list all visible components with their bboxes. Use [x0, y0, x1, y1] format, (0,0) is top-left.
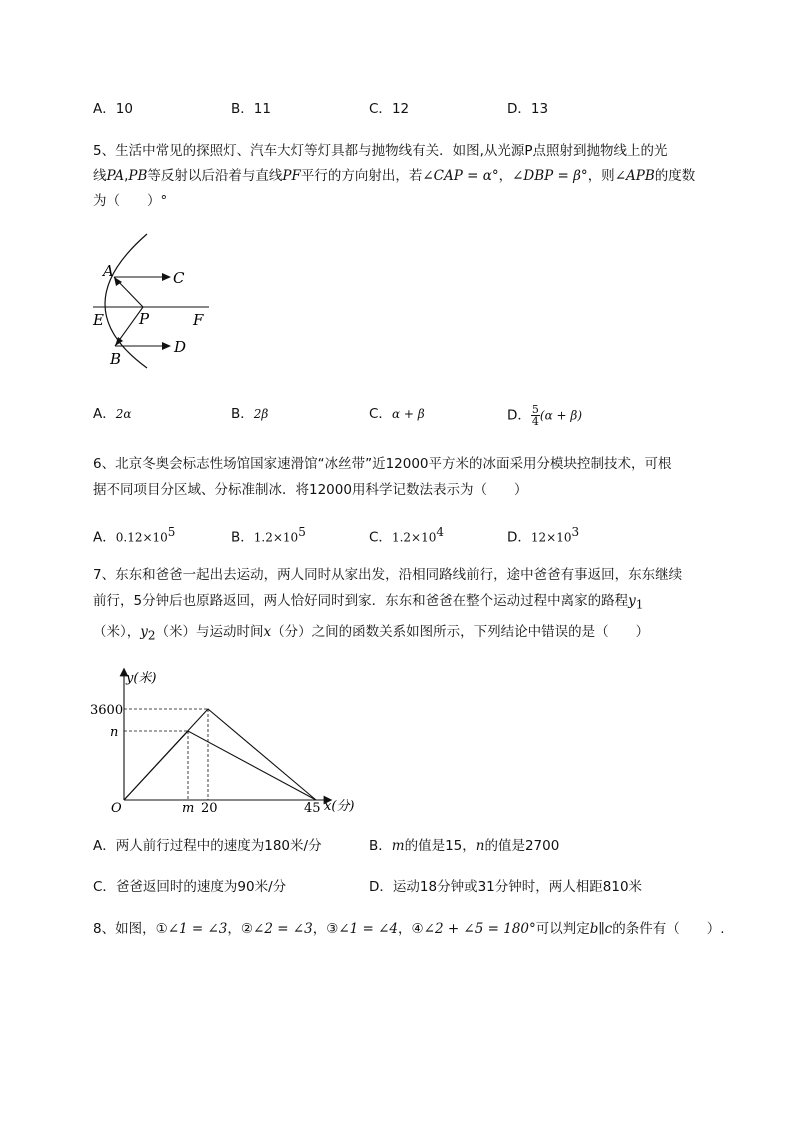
label-e: E — [93, 311, 104, 329]
q7-option-b: B．m的值是15，n的值是2700 — [369, 838, 560, 854]
q5-option-a: A．2α — [93, 406, 132, 422]
q4-option-d: D．13 — [507, 101, 549, 117]
dongdong-line — [124, 709, 316, 800]
q8-stem: 8、如图，①∠1 = ∠3，②∠2 = ∠3，③∠1 = ∠4，④∠2 + ∠5 = 180°可以判定b∥c的条件有（ ）. — [93, 921, 725, 937]
dad-line — [124, 731, 316, 800]
q7-option-d: D．运动18分钟或31分钟时，两人相距810米 — [369, 879, 643, 895]
y-tick-3600: 3600 — [90, 703, 124, 718]
label-d: D — [174, 338, 187, 356]
q5-stem-line-2: 线PA,PB等反射以后沿着与直线PF平行的方向射出，若∠CAP = α°，∠DBP = β°，则∠APB的度数 — [93, 168, 696, 184]
label-c: C — [173, 269, 185, 287]
arrow-c — [162, 273, 171, 281]
parabola-curve — [105, 234, 147, 368]
x-tick-20: 20 — [201, 801, 218, 816]
q7-stem-line-1: 7、东东和爸爸一起出去运动，两人同时从家出发，沿相同路线前行，途中爸爸有事返回，东东继续 — [93, 567, 683, 583]
distance-time-graph — [80, 664, 380, 820]
x-tick-45: 45 — [304, 801, 321, 816]
label-p: P — [139, 310, 150, 328]
q6-stem-line-2: 据不同项目分区域、分标准制冰．将12000用科学记数法表示为（ ） — [93, 482, 528, 498]
q5-stem-line-3: 为（ ）° — [93, 193, 168, 209]
q6-option-b: B．$1.2\times 10^5$ — [231, 525, 306, 546]
y-tick-n: n — [110, 725, 119, 740]
q4-option-a: A．10 — [93, 101, 133, 117]
x-axis-label: x(分) — [324, 799, 355, 814]
q6-option-a: A．$0.12\times 10^5$ — [93, 525, 176, 546]
q6-option-d: D．$12\times 10^3$ — [507, 525, 580, 546]
q4-option-c: C．12 — [369, 101, 410, 117]
q7-option-c: C．爸爸返回时的速度为90米/分 — [93, 879, 287, 895]
label-f: F — [193, 311, 204, 329]
y-axis-label: y(米) — [126, 671, 157, 686]
fraction-five-fourths: $\frac{5}{4}$ — [531, 403, 539, 428]
parabola-figure — [85, 228, 225, 374]
q5-option-c: C．α + β — [369, 406, 425, 422]
q5-stem-line-1: 5、生活中常见的探照灯、汽车大灯等灯具都与抛物线有关．如图,从光源P点照射到抛物线上的光 — [93, 143, 668, 159]
q7-option-a: A．两人前行过程中的速度为180米/分 — [93, 838, 322, 854]
q5-option-d: D． $\frac{5}{4}$ (α + β) — [507, 403, 582, 428]
x-tick-m: m — [182, 801, 195, 816]
q6-stem-line-1: 6、北京冬奥会标志性场馆国家速滑馆“冰丝带”近12000平方米的冰面采用分模块控制技术，可根 — [93, 456, 672, 472]
label-a: A — [103, 262, 114, 280]
q4-option-b: B．11 — [231, 101, 271, 117]
q5-option-b: B．2β — [231, 406, 269, 422]
origin-label: O — [111, 801, 122, 816]
q7-stem-line-2: 前行，5分钟后也原路返回，两人恰好同时到家．东东和爸爸在整个运动过程中离家的路程$y_1$ — [93, 593, 644, 612]
arrow-d — [162, 342, 171, 350]
q7-stem-line-3: （米），$y_2$（米）与运动时间x（分）之间的函数关系如图所示，下列结论中错误的是（ ） — [93, 624, 650, 643]
label-b: B — [110, 350, 122, 368]
q6-option-c: C．$1.2\times 10^4$ — [369, 525, 444, 546]
